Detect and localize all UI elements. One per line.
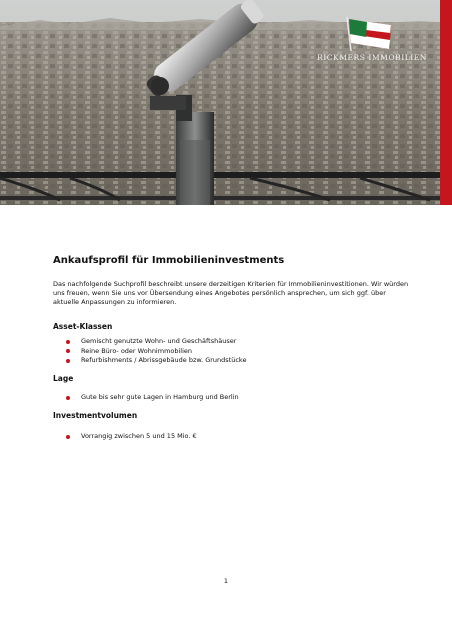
bullet-icon <box>66 359 70 363</box>
intro-paragraph: Das nachfolgende Suchprofil beschreibt unsere derzeitigen Kriterien für Immobilieninvestitionen. Wir würden uns freuen, wenn Sie uns vor Übersendung eines Angebotes persönlich ansprechen, um sich ggf. über aktuelle Anpassungen zu informieren. <box>53 280 409 307</box>
section-heading-lage: Lage <box>53 374 74 383</box>
list-item <box>53 393 239 403</box>
lage-list <box>53 393 239 403</box>
accent-bar <box>440 0 452 205</box>
list-item <box>53 356 246 366</box>
page-title: Ankaufsprofil für Immobilieninvestments <box>53 255 285 266</box>
header-photo <box>0 0 452 205</box>
list-item-text: Gute bis sehr gute Lagen in Hamburg und Berlin <box>81 393 239 401</box>
list-item <box>53 347 246 357</box>
list-item-text: Vorrangig zwischen 5 und 15 Mio. € <box>81 432 197 440</box>
list-item <box>53 432 197 442</box>
brand-name: RICKMERS IMMOBILIEN <box>317 53 427 62</box>
bullet-icon <box>66 349 70 353</box>
page-number: 1 <box>223 577 229 585</box>
list-item-text: Reine Büro- oder Wohnimmobilien <box>81 346 193 355</box>
bullet-icon <box>66 435 70 439</box>
asset-klassen-list <box>53 337 246 366</box>
list-item <box>53 337 246 347</box>
section-heading-asset-klassen: Asset-Klassen <box>53 322 113 331</box>
bullet-icon <box>66 340 70 344</box>
list-item-text: Gemischt genutzte Wohn- und Geschäftshäuser <box>81 337 237 345</box>
investmentvolumen-list <box>53 432 197 442</box>
rickmers-flag-icon <box>345 15 395 53</box>
bullet-icon <box>66 396 70 400</box>
list-item-text: Refurbishments / Abrissgebäude bzw. Grundstücke <box>81 356 247 365</box>
section-heading-investmentvolumen: Investmentvolumen <box>53 411 138 420</box>
